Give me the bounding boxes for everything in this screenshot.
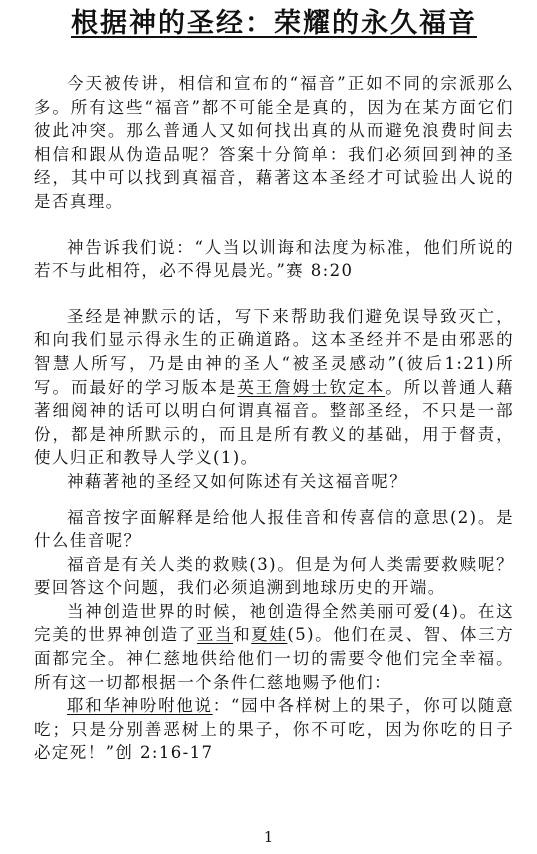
underlined-lord-commanded: 耶和华神吩咐他说 [67, 696, 213, 716]
page-number: 1 [263, 828, 274, 846]
paragraph-text: 神藉著祂的圣经又如何陈述有关这福音呢？ [67, 471, 408, 491]
document-body [34, 72, 514, 765]
paragraph-text: 圣经是神默示的话，写下来帮助我们避免误导致灭亡，和向我们显示得永生的正确道路。这本圣经并不是由邪恶的智慧人所写，乃是由神的圣人“被圣灵感动”(彼后1:21)所写。而最好的学习版本是 [34, 306, 514, 397]
underlined-eve: 夏娃 [251, 625, 288, 645]
paragraph-text: ：“园中各样树上的果子，你可以随意吃；只是分别善恶树上的果子，你不可吃，因为你吃的日子必定死！”创 2:16-17 [34, 696, 514, 763]
paragraph-intro [34, 72, 514, 214]
paragraph-text: 。所以普通人藉著细阅神的话可以明白何谓真福音。整部圣经，不只是一部份，都是神所默示的，而且是所有教义的基础，用于督责，使人归正和教导人学义(1)。 [34, 377, 515, 468]
paragraph-scripture-quote [34, 236, 514, 283]
paragraph-text: 福音按字面解释是给他人报佳音和传喜信的意思(2)。是什么佳音呢？ [34, 507, 514, 551]
paragraph-text: 福音是有关人类的救赎(3)。但是为何人类需要救赎呢？要回答这个问题，我们必须追溯到地球历史的开端。 [34, 554, 514, 598]
paragraph-genesis-quote [34, 694, 514, 765]
paragraph-text: 今天被传讲，相信和宣布的“福音”正如不同的宗派那么多。所有这些“福音”都不可能全是真的，因为在某方面它们彼此冲突。那么普通人又如何找出真的从而避免浪费时间去相信和跟从伪造品呢？答案十分简单：我们必须回到神的圣经，其中可以找到真福音，藉著这本圣经才可试验出人说的是否真理。 [34, 74, 514, 211]
paragraph-creation [34, 600, 514, 694]
paragraph-bible-inspired [34, 305, 514, 470]
underlined-adam: 亚当 [196, 625, 234, 645]
paragraph-gospel-meaning [34, 506, 514, 553]
paragraph-text: (5)。他们在灵、智、体三方面都完全。神仁慈地供给他们一切的需要令他们完全幸福。所有这一切都根据一个条件仁慈地赐予他们： [34, 625, 514, 692]
underlined-kjv-version: 英王詹姆士钦定本 [237, 377, 386, 397]
paragraph-text: 神告诉我们说：“人当以训诲和法度为标准，他们所说的若不与此相符，必不得见晨光。”赛 8:20 [34, 237, 514, 281]
paragraph-text: 和 [233, 625, 252, 645]
paragraph-question [34, 470, 514, 494]
paragraph-text: 当神创造世界的时候，祂创造得全然美丽可爱(4)。在这完美的世界神创造了 [34, 601, 514, 645]
document-title: 根据神的圣经：荣耀的永久福音 [71, 8, 477, 39]
paragraph-redemption [34, 553, 514, 600]
